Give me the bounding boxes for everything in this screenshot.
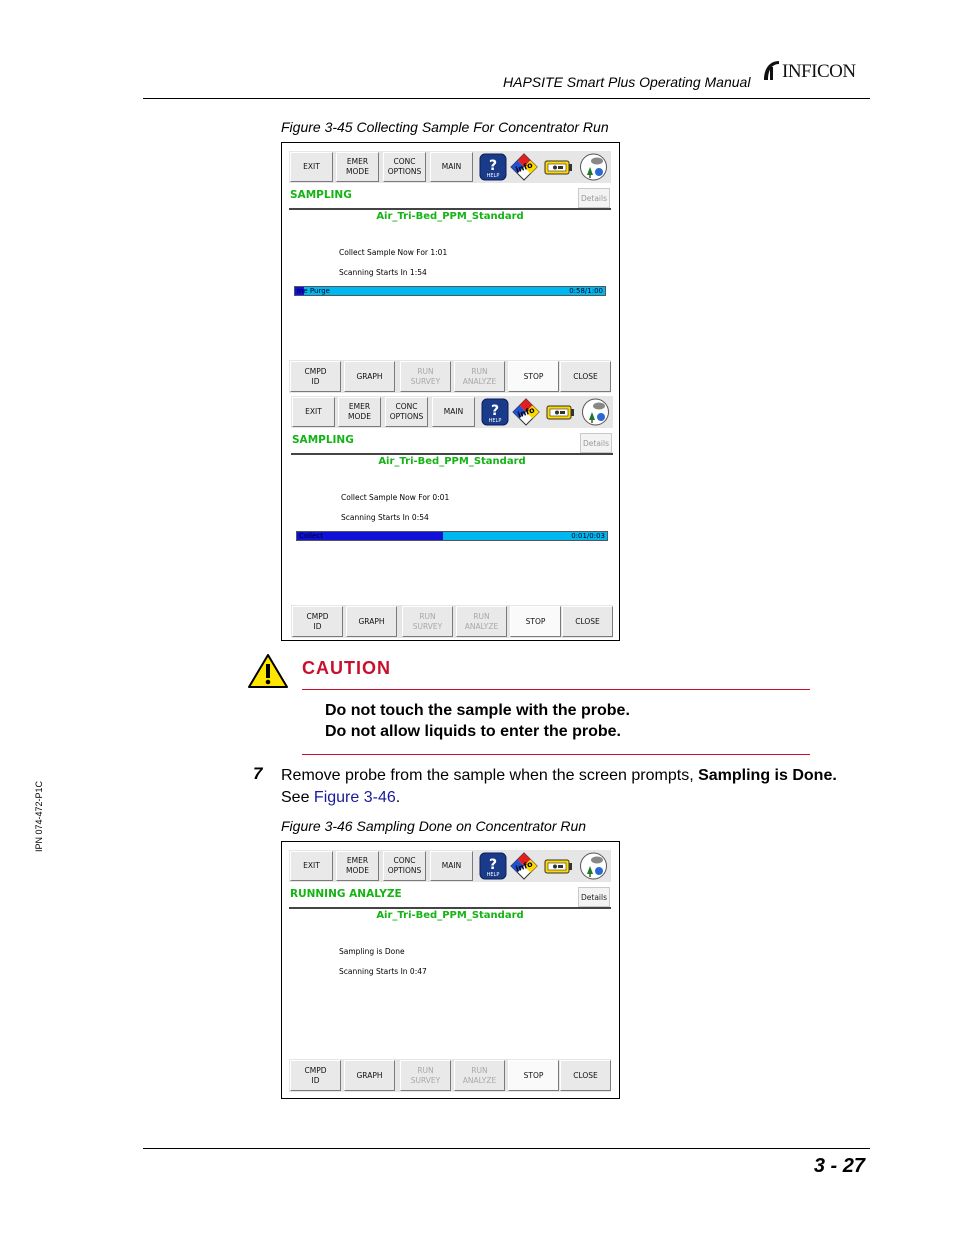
exit-button[interactable]: EXIT — [290, 851, 333, 881]
svg-text:?: ? — [488, 158, 498, 174]
status-label: RUNNING ANALYZE — [290, 888, 402, 900]
screen-toolbar — [289, 850, 611, 882]
svg-text:HELP: HELP — [486, 872, 500, 878]
status-line-1: Collect Sample Now For 0:01 — [341, 493, 450, 502]
step-7-body: Remove probe from the sample when the screen prompts, — [281, 767, 699, 784]
figure-3-46-link[interactable]: Figure 3-46 — [313, 789, 396, 806]
screen-bottombar — [289, 360, 611, 393]
battery-status-icon[interactable] — [543, 153, 573, 181]
caution-top-rule — [302, 689, 810, 690]
cmpd-id-button[interactable]: CMPD ID — [290, 361, 341, 392]
stop-button[interactable]: STOP — [508, 361, 559, 392]
main-button[interactable]: MAIN — [430, 152, 473, 182]
progress-bar — [294, 286, 606, 296]
page-number: 3 - 27 — [813, 1155, 865, 1177]
header-rule — [143, 98, 870, 99]
svg-text:info: info — [516, 405, 536, 420]
screen-divider — [289, 907, 611, 909]
step-7-text — [281, 765, 881, 809]
step-7-bold: Sampling is Done. — [698, 767, 837, 784]
details-button[interactable]: Details — [580, 433, 612, 453]
ipn-label: IPN 074-472-P1C — [34, 780, 44, 852]
step-7-end: . — [395, 789, 401, 806]
close-button[interactable]: CLOSE — [560, 1060, 611, 1091]
help-icon[interactable] — [481, 398, 509, 426]
main-button[interactable]: MAIN — [432, 397, 475, 427]
environment-icon[interactable] — [578, 153, 609, 181]
screen-divider — [291, 453, 613, 455]
stop-button[interactable]: STOP — [508, 1060, 559, 1091]
svg-text:HELP: HELP — [486, 173, 500, 179]
exit-button[interactable]: EXIT — [290, 152, 333, 182]
screen-bottombar — [291, 605, 613, 638]
figure-46-caption: Figure 3-46 Sampling Done on Concentrator Run — [281, 818, 587, 834]
progress-value: 0:58/1:00 — [569, 287, 603, 295]
inficon-logo — [760, 58, 872, 84]
progress-label: Collect — [299, 532, 323, 540]
figure-45-caption: Figure 3-45 Collecting Sample For Concentrator Run — [281, 119, 609, 135]
details-button[interactable]: Details — [578, 188, 610, 208]
caution-line-2: Do not allow liquids to enter the probe. — [325, 723, 621, 740]
exit-button[interactable]: EXIT — [292, 397, 335, 427]
info-hazard-icon[interactable] — [512, 398, 540, 426]
close-button[interactable]: CLOSE — [562, 606, 613, 637]
emer-mode-button[interactable]: EMER MODE — [336, 851, 379, 881]
battery-status-icon[interactable] — [545, 398, 575, 426]
caution-bottom-rule — [302, 754, 810, 755]
environment-icon[interactable] — [580, 398, 611, 426]
warning-triangle-icon — [247, 653, 289, 689]
svg-text:?: ? — [490, 403, 500, 419]
run-survey-button[interactable]: RUN SURVEY — [400, 361, 451, 392]
svg-text:HELP: HELP — [488, 418, 502, 424]
svg-text:info: info — [514, 859, 534, 874]
cmpd-id-button[interactable]: CMPD ID — [290, 1060, 341, 1091]
caution-line-1: Do not touch the sample with the probe. — [325, 702, 630, 719]
environment-icon[interactable] — [578, 852, 609, 880]
main-button[interactable]: MAIN — [430, 851, 473, 881]
graph-button[interactable]: GRAPH — [344, 361, 395, 392]
run-analyze-button[interactable]: RUN ANALYZE — [454, 1060, 505, 1091]
info-hazard-icon[interactable] — [510, 852, 538, 880]
svg-text:info: info — [514, 160, 534, 175]
svg-text:?: ? — [488, 857, 498, 873]
help-icon[interactable] — [479, 153, 507, 181]
device-screen-collecting — [289, 151, 611, 393]
method-name: Air_Tri-Bed_PPM_Standard — [376, 910, 524, 921]
details-button[interactable]: Details — [578, 887, 610, 907]
caution-title: CAUTION — [302, 658, 391, 678]
graph-button[interactable]: GRAPH — [344, 1060, 395, 1091]
info-hazard-icon[interactable] — [510, 153, 538, 181]
conc-options-button[interactable]: CONC OPTIONS — [383, 152, 426, 182]
screen-toolbar — [291, 396, 613, 428]
status-line-1: Collect Sample Now For 1:01 — [339, 248, 448, 257]
close-button[interactable]: CLOSE — [560, 361, 611, 392]
status-label: SAMPLING — [290, 189, 352, 201]
method-name: Air_Tri-Bed_PPM_Standard — [376, 211, 524, 222]
screen-divider — [289, 208, 611, 210]
emer-mode-button[interactable]: EMER MODE — [338, 397, 381, 427]
step-number: 7 — [253, 764, 263, 783]
progress-bar — [296, 531, 608, 541]
status-line-2: Scanning Starts In 0:47 — [339, 967, 427, 976]
run-survey-button[interactable]: RUN SURVEY — [400, 1060, 451, 1091]
status-line-2: Scanning Starts In 1:54 — [339, 268, 427, 277]
method-name: Air_Tri-Bed_PPM_Standard — [378, 456, 526, 467]
emer-mode-button[interactable]: EMER MODE — [336, 152, 379, 182]
device-screen-collecting-2 — [291, 396, 613, 638]
graph-button[interactable]: GRAPH — [346, 606, 397, 637]
progress-label: ine Purge — [297, 287, 330, 295]
battery-status-icon[interactable] — [543, 852, 573, 880]
inficon-logo-mark-icon — [760, 58, 782, 84]
run-analyze-button[interactable]: RUN ANALYZE — [456, 606, 507, 637]
screen-bottombar — [289, 1059, 611, 1092]
status-line-1: Sampling is Done — [339, 947, 405, 956]
manual-title: HAPSITE Smart Plus Operating Manual — [503, 74, 751, 90]
conc-options-button[interactable]: CONC OPTIONS — [385, 397, 428, 427]
help-icon[interactable] — [479, 852, 507, 880]
progress-value: 0:01/0:03 — [571, 532, 605, 540]
status-label: SAMPLING — [292, 434, 354, 446]
step-7-see: See — [281, 789, 314, 806]
stop-button[interactable]: STOP — [510, 606, 561, 637]
conc-options-button[interactable]: CONC OPTIONS — [383, 851, 426, 881]
run-survey-button[interactable]: RUN SURVEY — [402, 606, 453, 637]
inficon-logo-text: INFICON — [782, 61, 856, 82]
footer-rule — [143, 1148, 870, 1149]
screen-toolbar — [289, 151, 611, 183]
run-analyze-button[interactable]: RUN ANALYZE — [454, 361, 505, 392]
cmpd-id-button[interactable]: CMPD ID — [292, 606, 343, 637]
status-line-2: Scanning Starts In 0:54 — [341, 513, 429, 522]
device-screen-done — [289, 850, 611, 1092]
